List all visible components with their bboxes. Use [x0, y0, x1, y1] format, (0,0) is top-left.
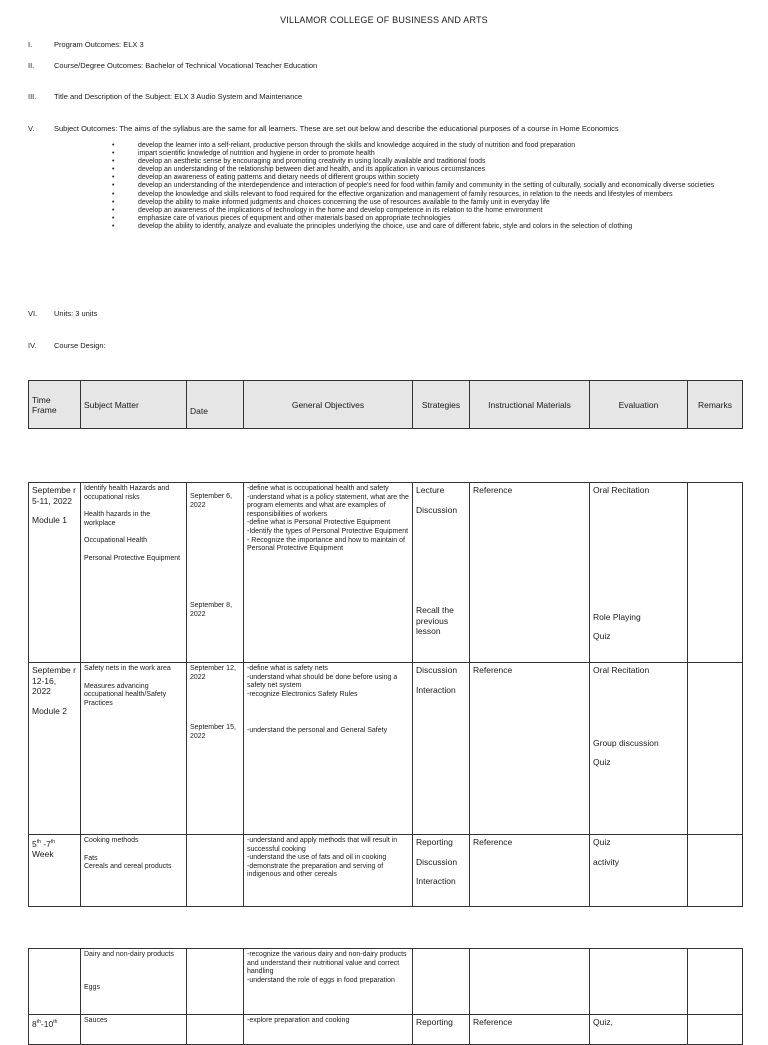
- evaluation-text: Role Playing: [593, 611, 641, 622]
- week-end: -7: [40, 838, 51, 849]
- strategies-cell: [413, 949, 470, 1015]
- outcome-item: • emphasize care of various pieces of equipment and other materials based on appropriate technologies: [110, 215, 742, 223]
- ordinal-suffix: th: [50, 839, 55, 845]
- header-date: Date: [187, 381, 244, 429]
- strategies-cell: [413, 663, 470, 835]
- time-frame-text: [32, 1017, 77, 1029]
- materials-cell: Reference: [470, 483, 590, 663]
- section-course-outcomes: [28, 61, 317, 70]
- subject-matter-cell: [81, 949, 187, 1015]
- section-subject-outcomes: [28, 124, 619, 133]
- evaluation-cell: [590, 949, 688, 1015]
- section-number: IV.: [28, 341, 37, 350]
- subject-item: Health hazards in the workplace: [84, 511, 151, 527]
- outcome-item: • develop an awareness of eating patterns and dietary needs of different groups within society: [110, 174, 742, 182]
- evaluation-cell: [590, 483, 688, 663]
- time-frame-text: Septembe r 12-16, 2022: [32, 665, 76, 696]
- date-text: September 8, 2022: [190, 602, 233, 618]
- section-course-design: [28, 341, 106, 350]
- date-text: September 12, 2022: [190, 665, 236, 681]
- evaluation-cell: [590, 663, 688, 835]
- section-number: I.: [28, 40, 33, 49]
- strategies-cell: [413, 483, 470, 663]
- subject-item: Safety nets in the work area: [84, 665, 171, 672]
- course-design-header-table: [28, 380, 743, 429]
- strategies-cell: [413, 835, 470, 907]
- ordinal-suffix: th: [53, 1019, 58, 1025]
- section-number: II.: [28, 61, 35, 70]
- strategy-text: Reporting: [416, 837, 453, 847]
- materials-cell: Reference: [470, 1015, 590, 1045]
- time-frame-text: Septembe r 5-11, 2022: [32, 485, 76, 506]
- table-header-row: [29, 381, 743, 429]
- strategy-text: Discussion: [416, 665, 458, 675]
- outcome-item: • impart scientific knowledge of nutrition and hygiene in order to promote health: [110, 150, 742, 158]
- subject-item: Eggs: [84, 983, 100, 991]
- time-frame-cell: [29, 663, 81, 835]
- subject-item: Dairy and non-dairy products: [84, 951, 174, 958]
- section-number: III.: [28, 92, 37, 101]
- materials-cell: Reference: [470, 835, 590, 907]
- header-remarks: Remarks: [688, 381, 743, 429]
- header-instructional-materials: Instructional Materials: [470, 381, 590, 429]
- week-end: -10: [40, 1018, 54, 1029]
- strategies-cell: Reporting: [413, 1015, 470, 1045]
- subject-item: Fats Cereals and cereal products: [84, 854, 172, 871]
- evaluation-text: Quiz: [593, 837, 611, 847]
- week-start: 8: [32, 1018, 37, 1029]
- evaluation-text: Quiz: [593, 631, 611, 641]
- subject-matter-cell: [81, 483, 187, 663]
- header-strategies: Strategies: [413, 381, 470, 429]
- header-general-objectives: General Objectives: [244, 381, 413, 429]
- date-text: September 6, 2022: [190, 493, 233, 509]
- date-cell: [187, 1015, 244, 1045]
- objectives-cell: -define what is occupational health and safety -understand what is a policy statement, what are the program elements and what are examples of responsibilities of workers -define what is Personal Protective Equipment -Identify the types of Personal Protective Equipment - Recognize the importance and how to maintain of Personal Protective Equipment: [244, 483, 413, 663]
- strategy-text: Interaction: [416, 684, 456, 695]
- outcome-item: • develop the learner into a self-reliant, productive person through the skills and knowledge acquired in the study of nutrition and food preparation: [110, 142, 742, 150]
- week-start: 5: [32, 838, 37, 849]
- section-text: Units: 3 units: [54, 309, 98, 318]
- section-text: Program Outcomes: ELX 3: [54, 40, 144, 49]
- time-frame-cell: [29, 483, 81, 663]
- table-row: [29, 949, 743, 1015]
- evaluation-text: Oral Recitation: [593, 665, 650, 675]
- section-number: V.: [28, 124, 35, 133]
- objectives-cell: [244, 663, 413, 835]
- week-label: Week: [32, 849, 54, 860]
- subject-item: Measures advancing occupational health/Safety Practices: [84, 682, 167, 707]
- section-program-outcomes: [28, 40, 144, 49]
- remarks-cell: [688, 949, 743, 1015]
- strategy-text: Recall the previous lesson: [416, 605, 454, 636]
- strategy-text: Discussion: [416, 856, 458, 867]
- objectives-cell: -explore preparation and cooking: [244, 1015, 413, 1045]
- outcome-item: • develop an understanding of the interdependence and interaction of people's need for food within family and community in the setting of culturally, socially and economically diverse societies: [110, 182, 742, 190]
- subject-item: Identify health Hazards and occupational risks: [84, 485, 170, 501]
- subject-item: Occupational Health: [84, 537, 148, 545]
- materials-cell: Reference: [470, 663, 590, 835]
- outcome-item: • develop the ability to identify, analyze and evaluate the principles underlying the choice, use and care of different fabric, style and colors in the selection of clothing: [110, 223, 742, 231]
- time-frame-cell: [29, 835, 81, 907]
- section-subject-title: [28, 92, 302, 101]
- strategy-text: Lecture: [416, 485, 445, 495]
- outcomes-list: [110, 142, 742, 231]
- evaluation-cell: Quiz,: [590, 1015, 688, 1045]
- table-row: [29, 1015, 743, 1045]
- objectives-cell: -recognize the various dairy and non-dairy products and understand their nutritional value and correct handling -understand the role of eggs in food preparation: [244, 949, 413, 1015]
- outcome-item: • develop the knowledge and skills relevant to food required for the effective organization and management of family resources, in relation to the needs and lifestyles of members: [110, 191, 742, 199]
- section-text: Course Design:: [54, 341, 106, 350]
- evaluation-text: Group discussion: [593, 737, 659, 748]
- header-subject-matter: Subject Matter: [81, 381, 187, 429]
- outcome-item: • develop an aesthetic sense by encouraging and promoting creativity in using locally available and traditional foods: [110, 158, 742, 166]
- evaluation-cell: [590, 835, 688, 907]
- header-evaluation: Evaluation: [590, 381, 688, 429]
- school-title: VILLAMOR COLLEGE OF BUSINESS AND ARTS: [280, 15, 488, 25]
- course-design-table-continued: [28, 948, 743, 1045]
- date-cell: [187, 835, 244, 907]
- outcome-item: • develop the ability to make informed judgments and choices concerning the use of resources available to the family unit in everyday life: [110, 199, 742, 207]
- remarks-cell: [688, 1015, 743, 1045]
- subject-matter-cell: [81, 663, 187, 835]
- outcome-item: • develop an understanding of the relationship between diet and health, and its application in various circumstances: [110, 166, 742, 174]
- ordinal-suffix: th: [36, 839, 41, 845]
- subject-matter-cell: [81, 835, 187, 907]
- objective-text: -define what is safety nets -understand what should be done before using a safety net system -recognize Electronics Safety Rules: [247, 665, 398, 698]
- date-cell: [187, 663, 244, 835]
- section-text: Title and Description of the Subject: ELX 3 Audio System and Maintenance: [54, 92, 303, 101]
- date-cell: [187, 483, 244, 663]
- evaluation-text: Oral Recitation: [593, 485, 650, 495]
- time-frame-cell: [29, 949, 81, 1015]
- remarks-cell: [688, 663, 743, 835]
- table-row: [29, 663, 743, 835]
- time-frame-cell: [29, 1015, 81, 1045]
- date-text: September 15, 2022: [190, 724, 236, 740]
- section-text: Course/Degree Outcomes: Bachelor of Technical Vocational Teacher Education: [54, 61, 318, 70]
- subject-item: Cooking methods: [84, 837, 139, 844]
- subject-item: Personal Protective Equipment: [84, 554, 181, 562]
- remarks-cell: [688, 483, 743, 663]
- ordinal-suffix: th: [36, 1019, 41, 1025]
- module-label: Module 2: [32, 705, 67, 716]
- evaluation-text: activity: [593, 856, 619, 867]
- objectives-cell: -understand and apply methods that will result in successful cooking -understand the use of fats and oil in cooking -demonstrate the preparation and serving of indigenous and other cereals: [244, 835, 413, 907]
- evaluation-text: Quiz: [593, 757, 611, 767]
- strategy-text: Discussion: [416, 504, 458, 515]
- course-design-table: [28, 482, 743, 907]
- date-cell: [187, 949, 244, 1015]
- section-text: Subject Outcomes: The aims of the syllabus are the same for all learners. These are set out below and describe the educational purposes of a course in Home Economics: [54, 124, 619, 133]
- materials-cell: [470, 949, 590, 1015]
- header-time-frame: Time Frame: [29, 381, 81, 429]
- remarks-cell: [688, 835, 743, 907]
- section-number: VI.: [28, 309, 38, 318]
- objective-text: -understand the personal and General Safety: [247, 727, 388, 735]
- outcome-item: • develop an awareness of the implications of technology in the home and develop competence in its relation to the home environment: [110, 207, 742, 215]
- section-units: [28, 309, 97, 318]
- module-label: Module 1: [32, 515, 67, 525]
- table-row: [29, 835, 743, 907]
- time-frame-text: [32, 837, 77, 849]
- table-row: [29, 483, 743, 663]
- strategy-text: Interaction: [416, 876, 456, 886]
- subject-matter-cell: Sauces: [81, 1015, 187, 1045]
